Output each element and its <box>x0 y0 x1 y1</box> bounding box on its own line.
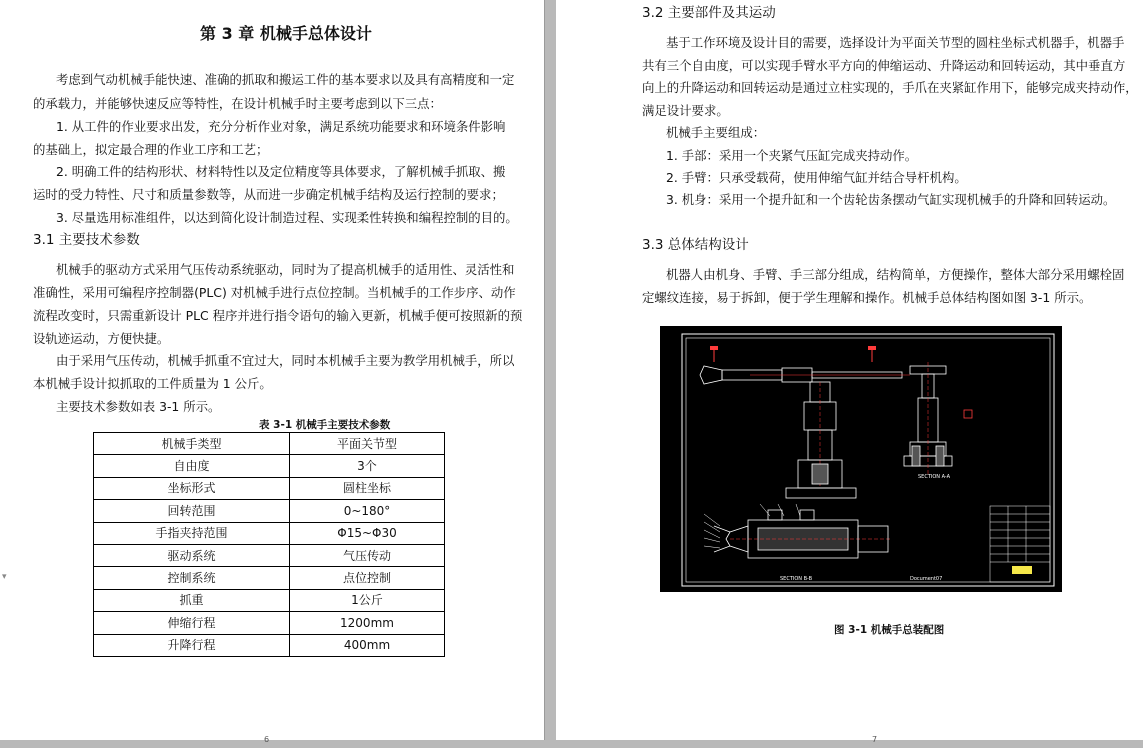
s32-line-3: 向上的升降运动和回转运动是通过立柱实现的，手爪在夹紧缸作用下，能够完成夹持动作， <box>642 80 1138 95</box>
s32-line-1: 基于工作环境及设计目的需要，选择设计为平面关节型的圆柱坐标式机器手，机器手 <box>666 35 1125 50</box>
point-1-line-1: 1. 从工件的作业要求出发，充分分析作业对象，满足系统功能要求和环境条件影响 <box>56 119 506 134</box>
param-value-cell: 1公斤 <box>290 589 445 611</box>
param-value-cell: 0~180° <box>290 500 445 522</box>
point-2-line-1: 2. 明确工件的结构形状、材料特性以及定位精度等具体要求，了解机械手抓取、搬 <box>56 164 506 179</box>
table-caption: 表 3-1 机械手主要技术参数 <box>259 419 391 431</box>
parameter-table <box>93 432 445 657</box>
param-name-cell: 坐标形式 <box>94 477 290 499</box>
table-row <box>94 589 445 611</box>
page-number-right: 7 <box>872 735 878 744</box>
param-value-cell: 1200mm <box>290 612 445 634</box>
section-marker-a-right <box>868 346 876 362</box>
s33-line-2: 定螺纹连接，易于拆卸，便于学生理解和操作。机械手总体结构图如图 3-1 所示。 <box>642 290 1092 305</box>
param-value-cell: Φ15~Φ30 <box>290 522 445 544</box>
table-row <box>94 634 445 656</box>
para2-line-1: 由于采用气压传动，机械手抓重不宜过大，同时本机械手主要为教学用机械手，所以 <box>56 353 515 368</box>
s32-line-2: 共有三个自由度，可以实现手臂水平方向的伸缩运动、升降运动和回转运动，其中垂直方 <box>642 58 1126 73</box>
para1-line-2: 准确性，采用可编程序控制器(PLC) 对机械手进行点位控制。当机械手的工作步序、动作 <box>33 285 516 300</box>
components-title: 机械手主要组成： <box>666 125 766 140</box>
table-row <box>94 433 445 455</box>
section-aa-label: SECTION A-A <box>918 474 951 480</box>
param-name-cell: 控制系统 <box>94 567 290 589</box>
component-hand: 1. 手部：采用一个夹紧气压缸完成夹持动作。 <box>666 148 918 163</box>
table-row <box>94 522 445 544</box>
para3-line: 主要技术参数如表 3-1 所示。 <box>56 399 221 414</box>
figure-caption: 图 3-1 机械手总装配图 <box>834 624 945 636</box>
param-value-cell: 400mm <box>290 634 445 656</box>
param-name-cell: 升降行程 <box>94 634 290 656</box>
drawing-number-label: Document07 <box>910 576 943 582</box>
assembly-drawing <box>660 326 1062 592</box>
table-row <box>94 500 445 522</box>
para1-line-1: 机械手的驱动方式采用气压传动系统驱动，同时为了提高机械手的适用性、灵活性和 <box>56 262 515 277</box>
param-name-cell: 自由度 <box>94 455 290 477</box>
top-view <box>714 510 890 558</box>
param-value-cell: 点位控制 <box>290 567 445 589</box>
param-name-cell: 手指夹持范围 <box>94 522 290 544</box>
table-row <box>94 477 445 499</box>
section-3-3-title: 3.3 总体结构设计 <box>642 237 749 253</box>
page-number-left: 6 <box>264 735 270 744</box>
param-name-cell: 抓重 <box>94 589 290 611</box>
table-row <box>94 455 445 477</box>
page-gap-divider <box>544 0 545 740</box>
param-name-cell: 伸缩行程 <box>94 612 290 634</box>
section-3-2-title: 3.2 主要部件及其运动 <box>642 5 776 21</box>
para2-line-2: 本机械手设计拟抓取的工件质量为 1 公斤。 <box>33 376 272 391</box>
chapter-title: 第 3 章 机械手总体设计 <box>200 24 372 43</box>
document-page-left <box>0 0 544 744</box>
s33-line-1: 机器人由机身、手臂、手三部分组成，结构简单，方便操作，整体大部分采用螺栓固 <box>666 267 1125 282</box>
param-value-cell: 平面关节型 <box>290 433 445 455</box>
document-page-right <box>556 0 1143 744</box>
intro-line-2: 的承载力，并能够快速反应等特性，在设计机械手时主要考虑到以下三点： <box>33 96 442 111</box>
component-arm: 2. 手臂：只承受载荷，使用伸缩气缸并结合导杆机构。 <box>666 170 967 185</box>
s32-line-4: 满足设计要求。 <box>642 103 729 118</box>
param-value-cell: 气压传动 <box>290 544 445 566</box>
section-marker-a-left <box>710 346 718 362</box>
table-row <box>94 612 445 634</box>
component-body: 3. 机身：采用一个提升缸和一个齿轮齿条摆动气缸实现机械手的升降和回转运动。 <box>666 192 1116 207</box>
page-edge-marker: ▾ <box>2 572 7 582</box>
param-name-cell: 机械手类型 <box>94 433 290 455</box>
section-bb-label: SECTION B-B <box>780 576 813 582</box>
para1-line-3: 流程改变时，只需重新设计 PLC 程序并进行指令语句的输入更新，机械手便可按照新的预 <box>33 308 523 323</box>
intro-line-1: 考虑到气动机械手能快速、准确的抓取和搬运工件的基本要求以及具有高精度和一定 <box>56 72 515 87</box>
point-2-line-2: 运时的受力特性、尺寸和质量参数等，从而进一步确定机械手结构及运行控制的要求； <box>33 187 504 202</box>
title-block <box>990 506 1050 582</box>
point-1-line-2: 的基础上，拟定最合理的作业工序和工艺； <box>33 142 269 157</box>
param-name-cell: 驱动系统 <box>94 544 290 566</box>
param-value-cell: 3个 <box>290 455 445 477</box>
cad-drawing-svg <box>660 326 1062 592</box>
section-3-1-title: 3.1 主要技术参数 <box>33 232 140 248</box>
para1-line-4: 设轨迹运动，方便快捷。 <box>33 331 170 346</box>
front-view <box>700 366 910 498</box>
point-3-line-1: 3. 尽量选用标准组件，以达到简化设计制造过程、实现柔性转换和编程控制的目的。 <box>56 210 518 225</box>
table-row <box>94 544 445 566</box>
param-name-cell: 回转范围 <box>94 500 290 522</box>
table-row <box>94 567 445 589</box>
param-value-cell: 圆柱坐标 <box>290 477 445 499</box>
side-view <box>904 362 972 476</box>
